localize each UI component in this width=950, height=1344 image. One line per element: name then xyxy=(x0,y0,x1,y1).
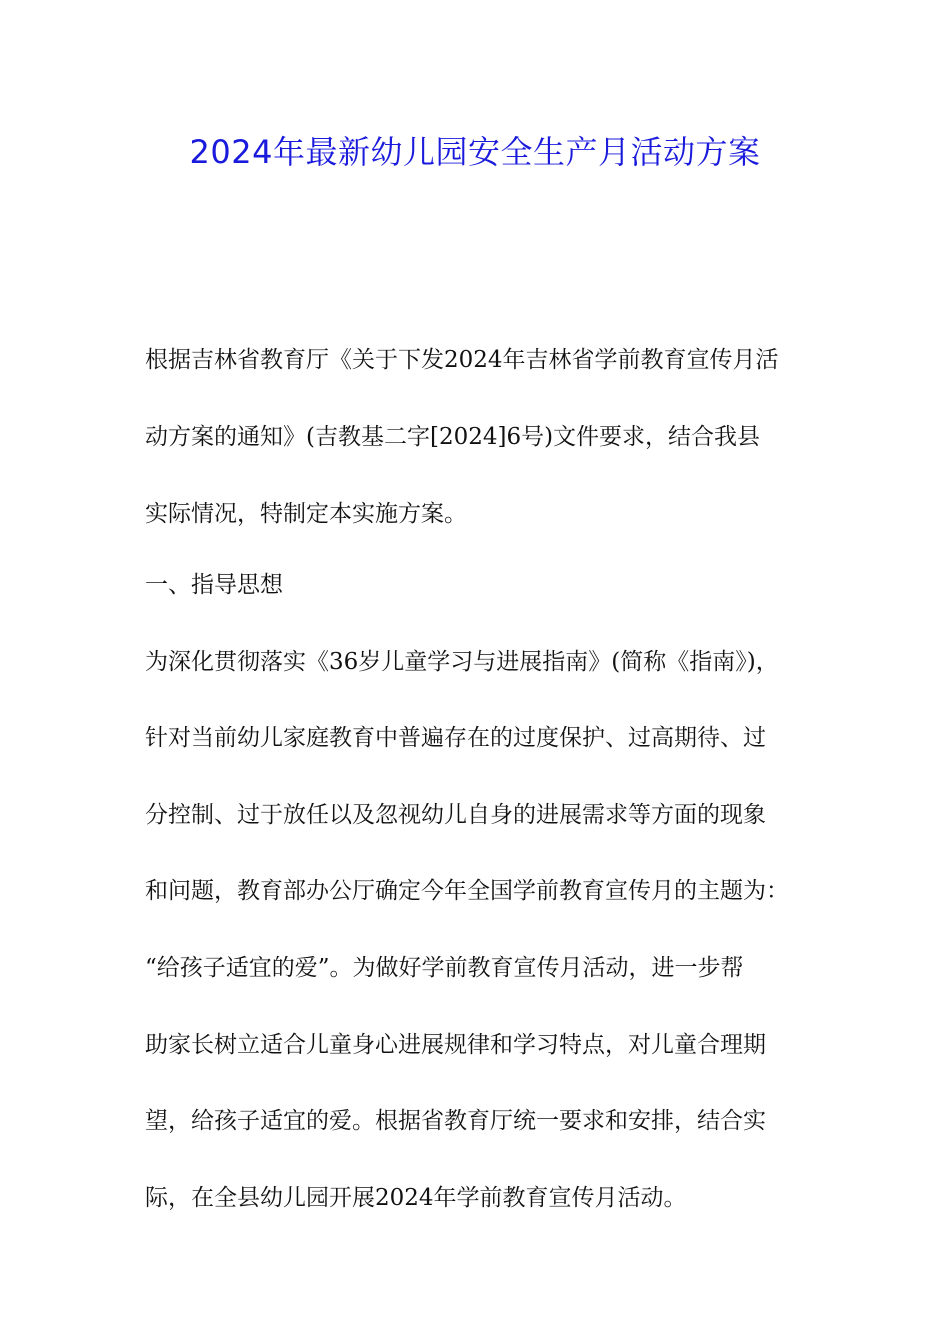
paragraph-line-5: 为深化贯彻落实《36岁儿童学习与进展指南》(简称《指南》)， xyxy=(145,649,779,675)
paragraph-line-1: 根据吉林省教育厅《关于下发2024年吉林省学前教育宣传月活 xyxy=(145,347,779,373)
paragraph-line-3: 实际情况，特制定本实施方案。 xyxy=(145,501,467,527)
paragraph-line-8: 和问题，教育部办公厅确定今年全国学前教育宣传月的主题为： xyxy=(145,878,789,904)
paragraph-line-2: 动方案的通知》(吉教基二字[2024]6号)文件要求，结合我县 xyxy=(145,424,761,450)
paragraph-line-11: 望，给孩子适宜的爱。根据省教育厅统一要求和安排，结合实 xyxy=(145,1108,766,1134)
paragraph-line-9: “给孩子适宜的爱”。为做好学前教育宣传月活动，进一步帮 xyxy=(145,955,744,981)
paragraph-line-12: 际，在全县幼儿园开展2024年学前教育宣传月活动。 xyxy=(145,1185,687,1211)
paragraph-line-7: 分控制、过于放任以及忽视幼儿自身的进展需求等方面的现象 xyxy=(145,802,766,828)
paragraph-line-6: 针对当前幼儿家庭教育中普遍存在的过度保护、过高期待、过 xyxy=(145,725,766,751)
section-heading: 一、指导思想 xyxy=(145,572,283,598)
document-title: 2024年最新幼儿园安全生产月活动方案 xyxy=(189,133,761,171)
paragraph-line-10: 助家长树立适合儿童身心进展规律和学习特点，对儿童合理期 xyxy=(145,1032,766,1058)
